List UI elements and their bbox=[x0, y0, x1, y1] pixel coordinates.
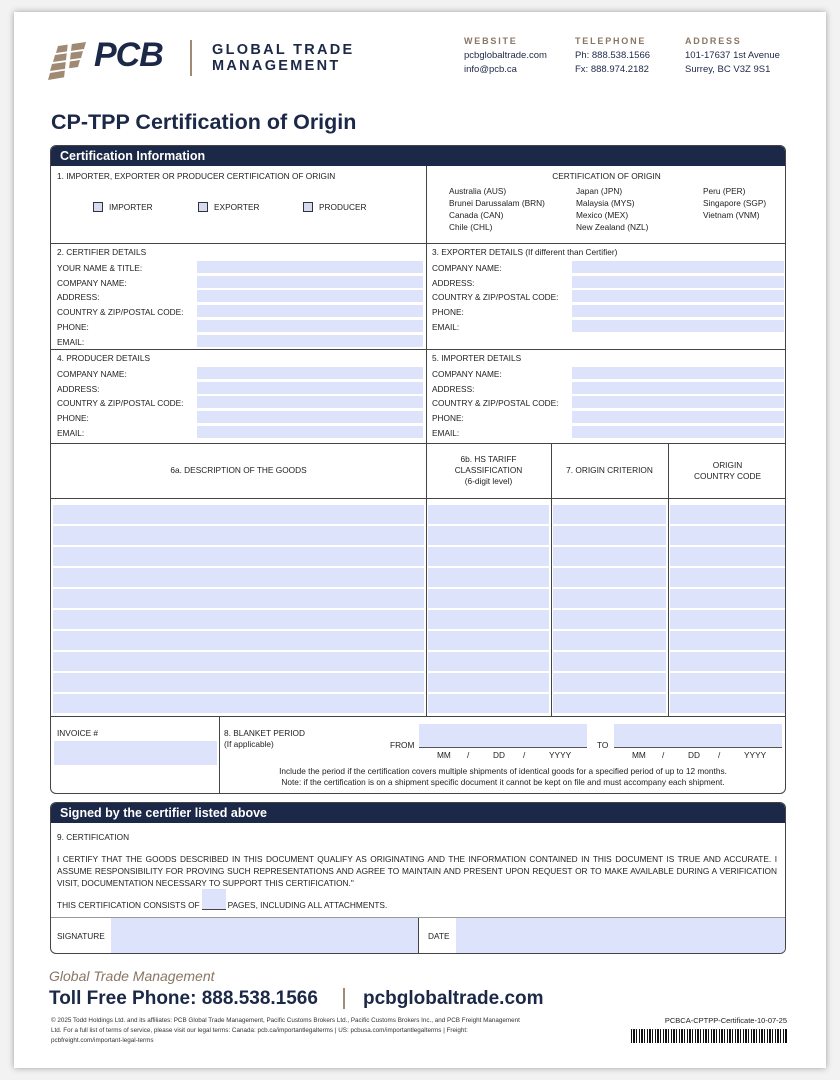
fax-number: Fx: 888.974.2182 bbox=[575, 64, 649, 75]
date-format-hint: MM bbox=[437, 750, 451, 760]
field-label: PHONE: bbox=[57, 321, 89, 332]
address-block bbox=[685, 36, 780, 77]
signature-panel bbox=[50, 802, 786, 954]
country-item: Brunei Darussalam (BRN) bbox=[449, 198, 545, 208]
goods-cell-input[interactable] bbox=[428, 673, 549, 692]
logo-divider bbox=[190, 40, 192, 76]
field-label: COUNTRY & ZIP/POSTAL CODE: bbox=[432, 398, 559, 409]
pages-count-input[interactable] bbox=[202, 889, 226, 910]
goods-cell-input[interactable] bbox=[553, 568, 666, 587]
phone-number: Ph: 888.538.1566 bbox=[575, 50, 651, 61]
field-input[interactable] bbox=[572, 290, 784, 302]
country-item: New Zealand (NZL) bbox=[576, 222, 649, 232]
field-label: COUNTRY & ZIP/POSTAL CODE: bbox=[57, 307, 184, 318]
logo-text: PCB bbox=[94, 36, 163, 74]
checkbox-label: EXPORTER bbox=[214, 202, 260, 212]
website-label: WEBSITE bbox=[464, 36, 518, 46]
country-item: Peru (PER) bbox=[703, 186, 746, 196]
goods-cell-input[interactable] bbox=[670, 631, 785, 650]
date-format-hint: / bbox=[718, 750, 721, 760]
country-item: Australia (AUS) bbox=[449, 186, 507, 196]
brand-line-1: GLOBAL TRADE bbox=[212, 42, 355, 58]
divider bbox=[51, 349, 786, 350]
field-label: EMAIL: bbox=[57, 427, 85, 438]
from-date-input[interactable] bbox=[419, 724, 587, 748]
telephone-block bbox=[575, 36, 650, 77]
section-heading: Certification Information bbox=[51, 146, 785, 166]
barcode bbox=[631, 1029, 787, 1043]
address-line-2: Surrey, BC V3Z 9S1 bbox=[685, 64, 771, 75]
goods-cell-input[interactable] bbox=[553, 547, 666, 566]
country-item: Canada (CAN) bbox=[449, 210, 504, 220]
goods-cell-input[interactable] bbox=[428, 694, 549, 713]
date-format-hint: MM bbox=[632, 750, 646, 760]
page-title: CP-TPP Certification of Origin bbox=[51, 110, 357, 134]
brand-line-2: MANAGEMENT bbox=[212, 58, 341, 74]
goods-cell-input[interactable] bbox=[53, 505, 424, 524]
goods-cell-input[interactable] bbox=[53, 610, 424, 629]
checkbox-icon[interactable] bbox=[198, 202, 208, 212]
field-input[interactable] bbox=[572, 396, 784, 408]
field-label: YOUR NAME & TITLE: bbox=[57, 263, 143, 273]
goods-cell-input[interactable] bbox=[53, 631, 424, 650]
blanket-period-title: 8. BLANKET PERIOD bbox=[224, 728, 305, 738]
certification-statement: I CERTIFY THAT THE GOODS DESCRIBED IN THIS DOCUMENT QUALIFY AS ORIGINATING AND THE INFORMATION CONTAINED IN THIS DOCUMENT IS TRUE AND ACCURATE. I ASSUME RESPONSIBILITY FOR PROVING SUCH REPRESENTATIONS AND AGREE TO MAINTAIN AND PRESENT UPON REQUEST OR TO MAKE AVAILABLE DURING A VERIFICATION VISIT, DOCUMENTATION NECESSARY TO SUPPORT THIS CERTIFICATION." bbox=[57, 854, 777, 888]
goods-cell-input[interactable] bbox=[428, 610, 549, 629]
from-label: FROM bbox=[390, 740, 415, 750]
signature-label: SIGNATURE bbox=[57, 931, 105, 941]
field-input[interactable] bbox=[572, 382, 784, 394]
blanket-note: Note: if the certification is on a shipment specific document it cannot be kept on file and must accompany each shipment. bbox=[281, 777, 725, 787]
field-label: COMPANY NAME: bbox=[432, 263, 502, 273]
pages-suffix: PAGES, INCLUDING ALL ATTACHMENTS. bbox=[227, 900, 388, 910]
footer-divider bbox=[343, 988, 345, 1009]
pages-prefix: THIS CERTIFICATION CONSISTS OF bbox=[57, 900, 200, 910]
field-label: EMAIL: bbox=[432, 427, 460, 438]
date-format-hint: / bbox=[467, 750, 470, 760]
country-item: Japan (JPN) bbox=[576, 186, 623, 196]
address-line-1: 101-17637 1st Avenue bbox=[685, 50, 780, 61]
goods-cell-input[interactable] bbox=[428, 505, 549, 524]
goods-cell-input[interactable] bbox=[670, 547, 785, 566]
field-label: ADDRESS: bbox=[57, 292, 100, 303]
field-label: COUNTRY & ZIP/POSTAL CODE: bbox=[432, 292, 559, 303]
goods-cell-input[interactable] bbox=[670, 652, 785, 671]
legal-text: © 2025 Todd Holdings Ltd. and its affiliates: PCB Global Trade Management, Pacific Customs Brokers Ltd., Pacific Customs Brokers Inc., and PCB Freight Management Ltd. For a full list of terms of service, please visit our legal terms: Canada: pcb.ca/importantlegalterms | US: pcbusa.com/importantlegalterms | Freight: pcbfreight.com/important-legal-terms bbox=[51, 1017, 520, 1044]
goods-cell-input[interactable] bbox=[428, 526, 549, 545]
certification-title: 9. CERTIFICATION bbox=[57, 832, 130, 842]
field-input[interactable] bbox=[197, 411, 423, 423]
country-item: Singapore (SGP) bbox=[703, 198, 767, 208]
divider bbox=[51, 716, 786, 717]
checkbox-producer[interactable] bbox=[303, 202, 366, 212]
field-input[interactable] bbox=[572, 320, 784, 332]
date-format-hint: / bbox=[662, 750, 665, 760]
brand-name bbox=[212, 42, 355, 74]
column-header: 7. ORIGIN CRITERION bbox=[566, 465, 653, 475]
to-label: TO bbox=[597, 740, 609, 750]
toll-free-phone: Toll Free Phone: 888.538.1566 bbox=[49, 988, 318, 1009]
field-input[interactable] bbox=[197, 426, 423, 438]
checkbox-exporter[interactable] bbox=[198, 202, 260, 212]
column-header: 6b. HS TARIFF CLASSIFICATION (6-digit level) bbox=[454, 454, 523, 486]
section-title: 3. EXPORTER DETAILS (If different than Certifier) bbox=[432, 247, 618, 257]
divider bbox=[51, 498, 786, 499]
checkbox-importer[interactable] bbox=[93, 202, 153, 212]
goods-cell-input[interactable] bbox=[553, 694, 666, 713]
goods-cell-input[interactable] bbox=[670, 610, 785, 629]
email-link[interactable]: info@pcb.ca bbox=[464, 64, 517, 75]
field-input[interactable] bbox=[197, 290, 423, 302]
date-format-hint: DD bbox=[688, 750, 700, 760]
field-input[interactable] bbox=[197, 320, 423, 332]
goods-cell-input[interactable] bbox=[553, 631, 666, 650]
date-format-hint: YYYY bbox=[549, 750, 572, 760]
date-format-hint: YYYY bbox=[744, 750, 767, 760]
checkbox-label: PRODUCER bbox=[319, 202, 367, 212]
footer-tagline: Global Trade Management bbox=[49, 968, 215, 984]
telephone-label: TELEPHONE bbox=[575, 36, 647, 46]
field-label: EMAIL: bbox=[57, 336, 85, 347]
invoice-label: INVOICE # bbox=[57, 728, 99, 738]
goods-cell-input[interactable] bbox=[428, 652, 549, 671]
field-input[interactable] bbox=[572, 426, 784, 438]
goods-cell-input[interactable] bbox=[553, 589, 666, 608]
blanket-period-subtitle: (If applicable) bbox=[224, 739, 274, 749]
goods-cell-input[interactable] bbox=[53, 568, 424, 587]
goods-cell-input[interactable] bbox=[53, 526, 424, 545]
goods-cell-input[interactable] bbox=[553, 610, 666, 629]
field-label: COUNTRY & ZIP/POSTAL CODE: bbox=[57, 398, 184, 409]
field-input[interactable] bbox=[572, 305, 784, 317]
field-label: EMAIL: bbox=[432, 321, 460, 332]
checkbox-icon[interactable] bbox=[93, 202, 103, 212]
pcb-logo-icon bbox=[48, 40, 90, 84]
field-input[interactable] bbox=[197, 367, 423, 379]
field-input[interactable] bbox=[572, 261, 784, 273]
field-input[interactable] bbox=[197, 305, 423, 317]
address-label: ADDRESS bbox=[685, 36, 742, 46]
goods-cell-input[interactable] bbox=[553, 526, 666, 545]
field-label: ADDRESS: bbox=[432, 383, 475, 394]
pages-line bbox=[57, 889, 387, 910]
checkbox-icon[interactable] bbox=[303, 202, 313, 212]
invoice-input[interactable] bbox=[54, 741, 217, 765]
goods-cell-input[interactable] bbox=[553, 652, 666, 671]
field-input[interactable] bbox=[572, 367, 784, 379]
blanket-note: Include the period if the certification covers multiple shipments of identical goods for a specified period of up to 12 months. bbox=[279, 766, 727, 776]
checkbox-label: IMPORTER bbox=[109, 202, 153, 212]
footer-website[interactable]: pcbglobaltrade.com bbox=[363, 988, 544, 1009]
field-input[interactable] bbox=[197, 276, 423, 288]
field-input[interactable] bbox=[197, 261, 423, 273]
goods-cell-input[interactable] bbox=[428, 547, 549, 566]
goods-cell-input[interactable] bbox=[53, 589, 424, 608]
country-item: Malaysia (MYS) bbox=[576, 198, 635, 208]
field-label: COMPANY NAME: bbox=[57, 277, 127, 288]
website-block bbox=[464, 36, 547, 77]
field-label: ADDRESS: bbox=[57, 383, 100, 394]
field-label: PHONE: bbox=[57, 413, 89, 424]
field-label: PHONE: bbox=[432, 307, 464, 318]
section-heading: Signed by the certifier listed above bbox=[51, 803, 785, 823]
country-item: Chile (CHL) bbox=[449, 222, 493, 232]
field-input[interactable] bbox=[572, 276, 784, 288]
column-header: 6a. DESCRIPTION OF THE GOODS bbox=[170, 465, 307, 475]
section-title: 2. CERTIFIER DETAILS bbox=[57, 247, 147, 257]
field-input[interactable] bbox=[197, 396, 423, 408]
goods-cell-input[interactable] bbox=[53, 673, 424, 692]
section-title: 5. IMPORTER DETAILS bbox=[432, 353, 522, 363]
column-header: ORIGIN COUNTRY CODE bbox=[694, 459, 761, 481]
goods-cell-input[interactable] bbox=[428, 631, 549, 650]
origin-title: CERTIFICATION OF ORIGIN bbox=[552, 171, 661, 181]
field-input[interactable] bbox=[197, 335, 423, 347]
country-item: Vietnam (VNM) bbox=[703, 210, 760, 220]
field-label: COMPANY NAME: bbox=[432, 369, 502, 379]
field-input[interactable] bbox=[197, 382, 423, 394]
to-date-input[interactable] bbox=[614, 724, 782, 748]
goods-cell-input[interactable] bbox=[670, 694, 785, 713]
date-input[interactable] bbox=[456, 918, 786, 954]
section-1-title: 1. IMPORTER, EXPORTER OR PRODUCER CERTIFICATION OF ORIGIN bbox=[57, 171, 336, 181]
document-code: PCBCA-CPTPP-Certificate-10-07-25 bbox=[664, 1016, 787, 1025]
country-item: Mexico (MEX) bbox=[576, 210, 629, 220]
goods-cell-input[interactable] bbox=[53, 652, 424, 671]
goods-cell-input[interactable] bbox=[670, 673, 785, 692]
goods-cell-input[interactable] bbox=[670, 589, 785, 608]
field-label: PHONE: bbox=[432, 413, 464, 424]
divider bbox=[51, 243, 786, 244]
date-label: DATE bbox=[428, 931, 450, 941]
signature-input[interactable] bbox=[111, 918, 418, 954]
divider bbox=[426, 166, 427, 716]
date-format-hint: / bbox=[523, 750, 526, 760]
divider bbox=[418, 918, 419, 954]
goods-cell-input[interactable] bbox=[53, 547, 424, 566]
goods-cell-input[interactable] bbox=[670, 505, 785, 524]
goods-cell-input[interactable] bbox=[553, 673, 666, 692]
certification-information-panel bbox=[50, 145, 786, 794]
goods-cell-input[interactable] bbox=[428, 568, 549, 587]
date-format-hint: DD bbox=[493, 750, 505, 760]
website-link[interactable]: pcbglobaltrade.com bbox=[464, 50, 547, 61]
goods-cell-input[interactable] bbox=[670, 568, 785, 587]
field-label: COMPANY NAME: bbox=[57, 369, 127, 379]
goods-cell-input[interactable] bbox=[428, 589, 549, 608]
field-label: ADDRESS: bbox=[432, 277, 475, 288]
goods-cell-input[interactable] bbox=[53, 694, 424, 713]
section-title: 4. PRODUCER DETAILS bbox=[57, 353, 150, 363]
goods-cell-input[interactable] bbox=[670, 526, 785, 545]
field-input[interactable] bbox=[572, 411, 784, 423]
goods-cell-input[interactable] bbox=[553, 505, 666, 524]
